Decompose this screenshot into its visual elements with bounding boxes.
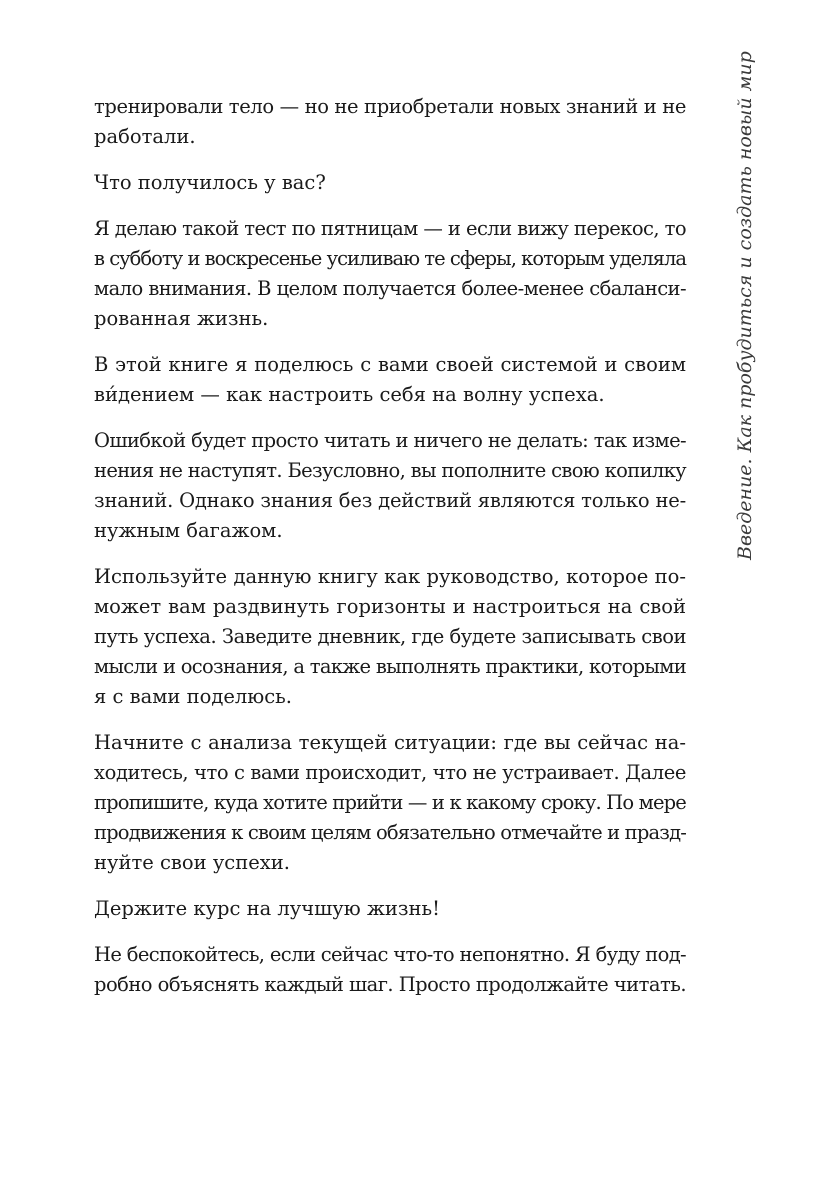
paragraph [94,728,686,878]
text-line: пропишите, куда хотите прийти — и к какому сроку. По мере [94,791,686,814]
text-line: Не беспокойтесь, если сейчас что-то непонятно. Я буду под- [94,943,686,966]
text-line: ходитесь, что с вами происходит, что не устраивает. Далее [94,761,687,784]
text-line: нуйте свои успехи. [94,851,290,874]
text-line: Что получилось у вас? [94,171,326,194]
text-line: Ошибкой будет просто читать и ничего не делать: так измe- [94,429,686,452]
body-text [94,92,686,1016]
text-line: рованная жизнь. [94,307,269,330]
paragraph [94,940,686,1000]
text-line: продвижения к своим целям обязательно отмечайте и празд- [94,821,686,844]
paragraph [94,92,686,152]
paragraph [94,562,686,712]
text-line: работали. [94,125,196,148]
text-line: тренировали тело — но не приобретали новых знаний и не [94,95,687,118]
paragraph [94,894,686,924]
paragraph [94,350,686,410]
text-line: путь успеха. Заведите дневник, где будете записывать свои [94,625,687,648]
text-line: Я делаю такой тест по пятницам — и если вижу перекос, то [94,217,686,240]
text-line: нения не наступят. Безусловно, вы пополните свою копилку [94,459,686,482]
text-line: мысли и осознания, а также выполнять практики, которыми [94,655,686,678]
paragraph [94,426,686,546]
text-line: знаний. Однако знания без действий являются только не- [94,489,686,512]
paragraph [94,214,686,334]
text-line: робно объяснять каждый шаг. Просто продолжайте читать. [94,973,686,996]
text-line: в субботу и воскресенье усиливаю те сферы, которым уделяла [94,247,686,270]
text-line: Держите курс на лучшую жизнь! [94,897,440,920]
text-line: ви́дением — как настроить себя на волну успеха. [94,383,605,406]
text-line: может вам раздвинуть горизонты и настроиться на свой [94,595,686,618]
text-line: нужным багажом. [94,519,283,542]
text-line: мало внимания. В целом получается более-менее сбаланси- [94,277,687,300]
text-line: я с вами поделюсь. [94,685,292,708]
text-line: Начните с анализа текущей ситуации: где вы сейчас на- [94,731,686,754]
text-line: В этой книге я поделюсь с вами своей системой и своим [94,353,686,376]
paragraph [94,168,686,198]
running-head: Введение. Как пробудиться и создать новый мир [734,51,756,560]
text-line: Используйте данную книгу как руководство, которое по- [94,565,686,588]
